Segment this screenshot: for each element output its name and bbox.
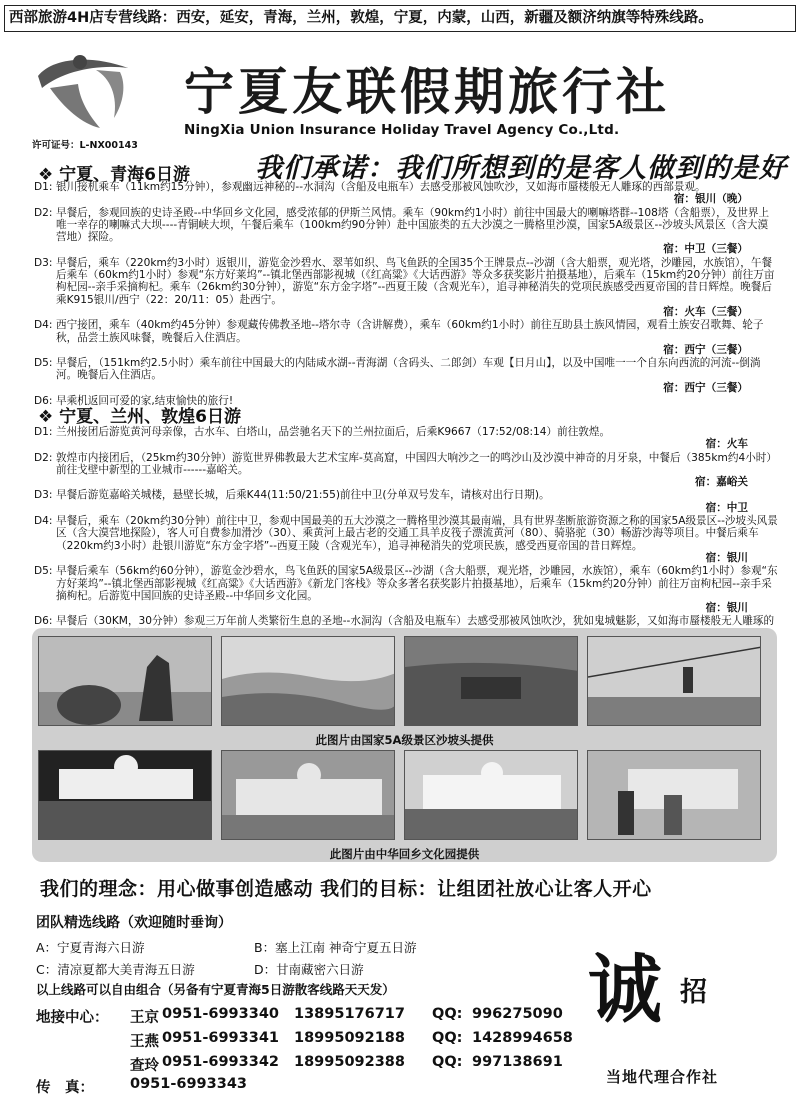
day-text: 兰州接团后游览黄河母亲像，古水车、白塔山，品尝驰名天下的兰州拉面后，后乘K9667（17:52/08:14）前往敦煌。 [56, 426, 611, 438]
routes-heading: 团队精选线路（欢迎随时垂询） [36, 915, 232, 931]
itinerary-dunhuang [34, 426, 778, 641]
day-stay: 宿：中卫（三餐） [663, 243, 748, 256]
day-stay: 宿：银川 [705, 602, 748, 615]
routes-combo-note: 以上线路可以自由组合（另备有宁夏青海5日游散客线路天天发） [36, 982, 395, 997]
section-title-qinghai: ❖ 宁夏、青海6日游 [38, 165, 190, 185]
itinerary-day [34, 426, 778, 451]
gallery-caption-shapotou: 此图片由国家5A级景区沙坡头提供 [315, 733, 494, 747]
contact-phone: 0951-6993342 [162, 1054, 279, 1070]
day-stay: 宿：火车 [705, 438, 748, 451]
company-logo [30, 44, 150, 132]
recruit-small-char: 招 [680, 977, 707, 1008]
day-label: D6: [34, 395, 53, 408]
company-name-cn: 宁夏友联假期旅行社 [184, 63, 670, 121]
fax-label: 传 真： [36, 1080, 94, 1096]
day-label: D4: [34, 319, 53, 332]
day-label: D3: [34, 256, 53, 269]
photo-mosque-courtyard [221, 750, 395, 840]
contact-qq-label: QQ: [432, 1030, 463, 1046]
contact-phone: 0951-6993341 [162, 1030, 279, 1046]
philosophy-statement: 我们的理念：用心做事创造感动 我们的目标：让组团社放心让客人开心 [40, 878, 652, 900]
photo-river-rafting [404, 636, 578, 726]
route-item-b: B：塞上江南 神奇宁夏五日游 [254, 940, 417, 955]
route-item-c: C：清凉夏都大美青海五日游 [36, 962, 195, 977]
day-text: 早餐后，参观回族的史诗圣殿--中华回乡文化园，感受浓郁的伊斯兰风情。乘车（90km约1小时）前往中国最大的喇嘛塔群--108塔（含船票），及世界上唯一幸存的喇嘛式大坝----青铜峡大坝，午餐后乘车（100km约90分钟）赴中国旅类的五大沙漠之一腾格里沙漠，国家5A级景区--沙坡头风景区（含大漠营地）探险。 [56, 206, 770, 244]
day-stay: 宿：嘉峪关 [695, 476, 748, 489]
contact-label: 地接中心： [36, 1010, 109, 1026]
contact-qq: 997138691 [472, 1054, 563, 1070]
photo-desert-sculpture [38, 636, 212, 726]
day-label: D2: [34, 451, 53, 464]
contact-qq-label: QQ: [432, 1054, 463, 1070]
day-text: 早餐后，（151km约2.5小时）乘车前往中国最大的内陆咸水湖--青海湖（含码头、二郎剑）车观【日月山】，以及中国唯一一个自东向西流的河流--倒淌河。晚餐后入住酒店。 [56, 357, 761, 382]
photo-mosque-garden [404, 750, 578, 840]
day-stay: 宿：火车（三餐） [663, 305, 748, 318]
recruit-block [588, 947, 788, 1090]
contact-qq: 1428994658 [472, 1030, 573, 1046]
contact-name: 王燕 [130, 1034, 159, 1050]
contact-name: 王京 [130, 1010, 159, 1026]
contact-phone: 0951-6993340 [162, 1006, 279, 1022]
day-text: 早餐后游览嘉峪关城楼，悬壁长城，后乘K44(11:50/21:55)前往中卫(分单双号发车，请核对出行日期)。 [56, 489, 550, 502]
itinerary-day [34, 452, 778, 489]
license-number: 许可证号：L-NX00143 [32, 140, 138, 151]
day-label: D1: [34, 181, 53, 193]
fax-number: 0951-6993343 [130, 1076, 247, 1092]
section-title-dunhuang: ❖ 宁夏、兰州、敦煌6日游 [38, 407, 241, 427]
day-text: 敦煌市内接团后，（25km约30分钟）游览世界佛教最大艺术宝库-莫高窟，中国四大响沙之一的鸣沙山及沙漠中神奇的月牙泉，中餐后（385km约4小时）前往戈壁中新型的工业城市------嘉峪关。 [56, 451, 777, 476]
day-text: 银川接机乘车（11km约15分钟），参观幽远神秘的--水洞沟（含船及电瓶车）去感受那被风蚀吹沙，又如海市蜃楼般无人雕琢的西部景观。 [56, 181, 706, 193]
day-label: D6: [34, 615, 53, 628]
itinerary-day [34, 181, 778, 206]
day-label: D5: [34, 357, 53, 370]
top-banner: 西部旅游4H店专营线路：西安，延安，青海，兰州，敦煌，宁夏，内蒙，山西，新疆及额济纳旗等特殊线路。 [4, 5, 796, 32]
itinerary-day [34, 515, 778, 564]
day-text: 早餐后，乘车（220km约3小时）返银川，游览金沙碧水、翠苇如织、鸟飞鱼跃的全国35个王牌景点--沙湖（含大船票，观光塔，沙雕园，水族馆），午餐后乘车（60km约1小时）参观“东方好莱坞”--镇北堡西部影视城（《红高粱》《大话西游》等众多获奖影片拍摄基地），后乘车（15km约20分钟）前往万亩枸杞园--亲手采摘枸杞。乘车（26km约30分钟），游览“东方金字塔”--西夏王陵（含观光车），追寻神秘消失的党项民族感受西夏帝国的昔日辉煌。晚餐后乘K915银川/西宁（22：20/11：05）赴西宁。 [56, 256, 775, 306]
contact-mobile: 18995092188 [294, 1030, 405, 1046]
day-label: D5: [34, 565, 53, 578]
itinerary-day [34, 207, 778, 256]
itinerary-day [34, 489, 778, 514]
itinerary-qinghai [34, 181, 778, 408]
day-text: 早餐后（30KM，30分钟）参观三万年前人类繁衍生息的圣地--水洞沟（含船及电瓶车）去感受那被风蚀吹沙，犹如鬼城魅影，又如海市蜃楼般无人雕琢的 [56, 615, 775, 628]
day-stay: 宿：中卫 [705, 501, 748, 514]
day-text: 早乘机返回可爱的家,结束愉快的旅行! [56, 395, 234, 408]
day-text: 早餐后，乘车（20km约30分钟）前往中卫，参观中国最美的五大沙漠之一腾格里沙漠其最南端，具有世界垄断旅游资源之称的国家5A级景区--沙坡头风景区（含大漠营地探险），客人可自费参加滑沙（30）、乘黄河上最古老的交通工具羊皮筏子漂流黄河（80）、骑骆驼（30）畅游沙海等项目。中餐后乘车（220km约3小时）赴银川游览“东方金字塔”--西夏王陵（含观光车），追寻神秘消失的党项民族，感受西夏帝国的昔日辉煌。 [56, 515, 778, 552]
recruit-subtitle: 当地代理合作社 [606, 1068, 719, 1086]
photo-mosque-reflection [38, 750, 212, 840]
itinerary-day [34, 357, 778, 394]
itinerary-day [34, 565, 778, 614]
photo-mosque-visitors [587, 750, 761, 840]
day-text: 早餐后乘车（56km约60分钟），游览金沙碧水，鸟飞鱼跃的国家5A级景区--沙湖（含大船票，观光塔，沙雕园，水族馆），乘车（60km约1小时）参观“东方好莱坞”--镇北堡西部影视城《红高粱》《大话西游》《新龙门客栈》等众多著名获奖影片拍摄基地），后乘车（15km约20分钟）前往万亩枸杞园--亲手采摘枸杞。后游览中国回族的史诗圣殿--中华回乡文化园。 [56, 565, 778, 602]
contact-mobile: 13895176717 [294, 1006, 405, 1022]
contact-name: 查玲 [130, 1058, 159, 1074]
contact-qq: 996275090 [472, 1006, 563, 1022]
contact-qq-label: QQ: [432, 1006, 463, 1022]
contact-mobile: 18995092388 [294, 1054, 405, 1070]
photo-sand-dunes [221, 636, 395, 726]
day-label: D4: [34, 515, 53, 528]
day-label: D1: [34, 426, 53, 438]
gallery-caption-huixiang: 此图片由中华回乡文化园提供 [329, 847, 480, 861]
day-stay: 宿：银川 [705, 551, 748, 564]
company-name-en: NingXia Union Insurance Holiday Travel Agency Co.,Ltd. [184, 122, 620, 138]
route-item-d: D：甘南藏密六日游 [254, 962, 364, 977]
day-text: 西宁接团，乘车（40km约45分钟）参观藏传佛教圣地--塔尔寺（含讲解费），乘车（60km约1小时）前往互助县土族风情园，观看土族安召歌舞、轮子秋，品尝土族风味餐，晚餐后入住酒店。 [56, 319, 764, 344]
itinerary-day [34, 319, 778, 356]
recruit-big-char: 诚 [588, 947, 662, 1033]
slogan: 我们承诺：我们所想到的是客人做到的是好 [255, 153, 787, 184]
day-label: D3: [34, 489, 53, 502]
day-stay: 宿：西宁（三餐） [663, 343, 748, 356]
photo-zipline [587, 636, 761, 726]
itinerary-day [34, 257, 778, 318]
day-stay: 宿：银川（晚） [673, 193, 748, 206]
day-stay: 宿：西宁（三餐） [663, 381, 748, 394]
day-label: D2: [34, 206, 53, 219]
route-item-a: A：宁夏青海六日游 [36, 940, 145, 955]
